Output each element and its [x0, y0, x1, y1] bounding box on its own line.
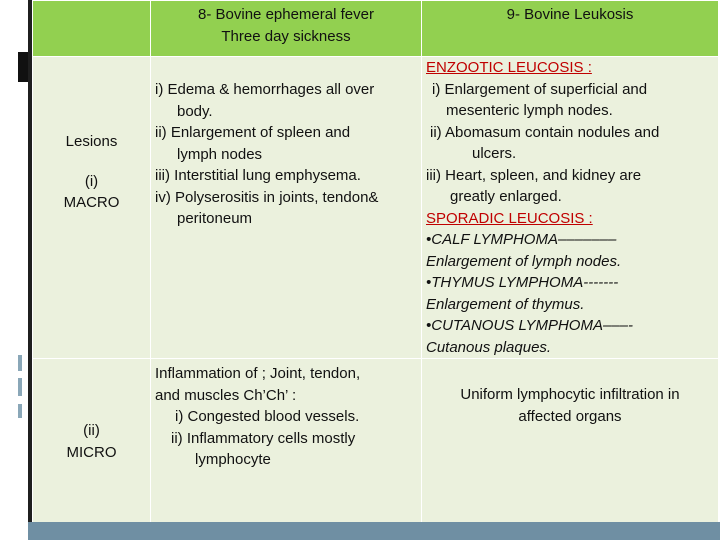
sporadic-line: •THYMUS LYMPHOMA------- [426, 274, 619, 291]
macro-row [33, 57, 719, 359]
micro-number: (ii) [83, 422, 100, 439]
fever-macro-line: body. [177, 102, 213, 120]
leukosis-micro-line: Uniform lymphocytic infiltration in [460, 386, 680, 403]
lesions-label: Lesions [65, 133, 118, 151]
slide-marker-block [18, 52, 28, 82]
sporadic-heading: SPORADIC LEUCOSIS : [426, 209, 593, 227]
enzootic-line: mesenteric lymph nodes. [446, 102, 613, 119]
macro-label: MACRO [63, 194, 120, 212]
fever-macro-line: iv) Polyserositis in joints, tendon& [155, 188, 379, 206]
enzootic-line: i) Enlargement of superficial and [432, 80, 648, 98]
fever-macro-line: i) Edema & hemorrhages all over [155, 81, 375, 98]
micro-label-cell [33, 359, 151, 525]
accent-mark [18, 378, 22, 396]
comparison-table [32, 0, 719, 525]
sporadic-line: •CUTANOUS LYMPHOMA–––- [426, 317, 633, 334]
sporadic-line: Enlargement of thymus. [426, 295, 585, 313]
leukosis-macro-cell [422, 57, 719, 359]
fever-micro-line: lymphocyte [195, 451, 271, 468]
accent-mark [18, 355, 22, 371]
fever-macro-line: ii) Enlargement of spleen and [155, 124, 351, 141]
accent-mark [18, 404, 22, 418]
header-fever-title: 8- Bovine ephemeral fever [198, 6, 374, 23]
header-fever [151, 1, 422, 57]
fever-macro-cell [151, 57, 422, 359]
fever-macro-line: iii) Interstitial lung emphysema. [155, 167, 361, 184]
micro-row [33, 359, 719, 525]
enzootic-line: iii) Heart, spleen, and kidney are [426, 166, 642, 184]
fever-micro-line: Inflammation of ; Joint, tendon, [155, 365, 361, 382]
sporadic-line: Enlargement of lymph nodes. [426, 252, 622, 270]
fever-micro-line: ii) Inflammatory cells mostly [171, 429, 356, 447]
bottom-strip [28, 522, 720, 540]
header-leukosis [422, 1, 719, 57]
fever-micro-line: i) Congested blood vessels. [175, 408, 360, 425]
fever-micro-line: and muscles Ch’Ch’ : [155, 386, 297, 404]
macro-label-cell [33, 57, 151, 359]
enzootic-line: ii) Abomasum contain nodules and [430, 123, 660, 141]
header-empty-cell [33, 1, 151, 57]
enzootic-line: ulcers. [472, 145, 517, 162]
leukosis-micro-line: affected organs [518, 407, 622, 425]
enzootic-heading: ENZOOTIC LEUCOSIS : [426, 59, 592, 76]
header-leukosis-title: 9- Bovine Leukosis [506, 6, 634, 23]
macro-number: (i) [84, 172, 99, 190]
enzootic-line: greatly enlarged. [450, 188, 562, 205]
fever-macro-line: peritoneum [177, 210, 253, 227]
sporadic-line: Cutanous plaques. [426, 338, 552, 356]
leukosis-micro-cell [422, 359, 719, 525]
fever-micro-cell [151, 359, 422, 525]
micro-label: MICRO [66, 443, 117, 461]
header-row [33, 1, 719, 57]
sporadic-line: •CALF LYMPHOMA––––––– [426, 231, 617, 248]
header-fever-subtitle: Three day sickness [221, 27, 351, 45]
fever-macro-line: lymph nodes [177, 145, 263, 163]
